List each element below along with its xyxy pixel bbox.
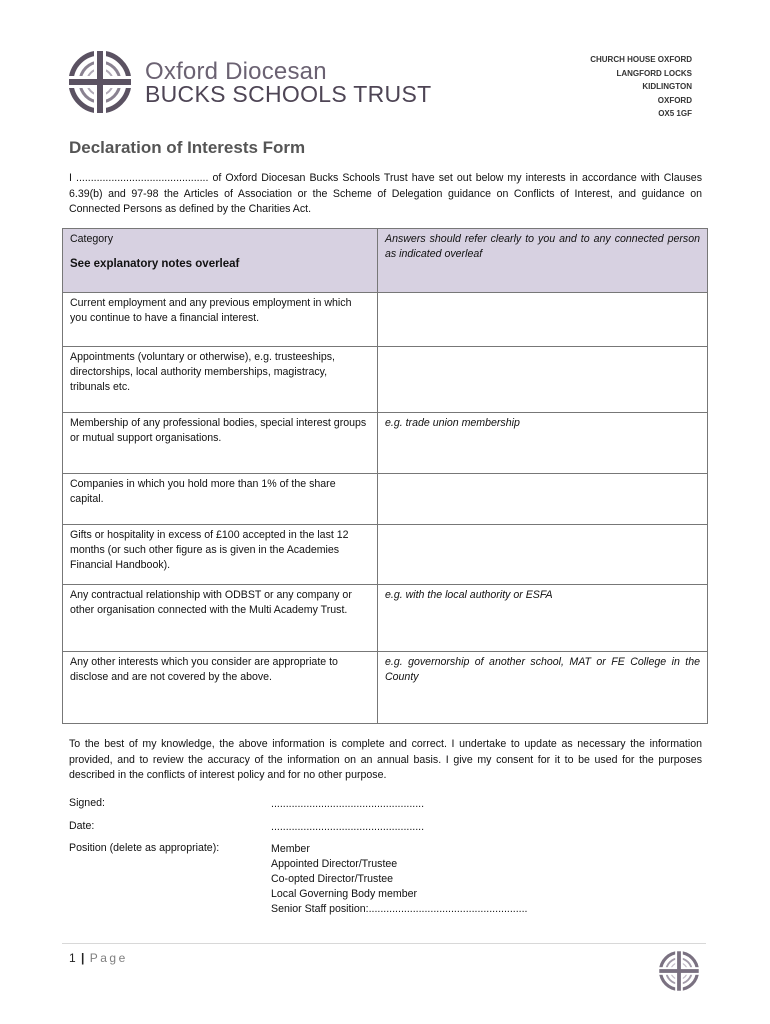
page-number-footer <box>69 951 128 965</box>
answer-cell[interactable] <box>378 293 708 347</box>
table-row <box>63 347 708 413</box>
answer-cell[interactable] <box>378 474 708 525</box>
table-header-row <box>63 229 708 293</box>
answer-cell[interactable] <box>378 525 708 585</box>
header-note: See explanatory notes overleaf <box>70 258 240 270</box>
page-word: Page <box>89 951 128 965</box>
position-option-senior-staff[interactable]: Senior Staff position:...................................................... <box>271 903 528 915</box>
page-title: Declaration of Interests Form <box>69 138 306 157</box>
table-row <box>63 652 708 724</box>
category-cell: Any contractual relationship with ODBST or any company or other organisation connected with the Multi Academy Trust. <box>63 585 378 652</box>
category-cell: Companies in which you hold more than 1% of the share capital. <box>63 474 378 525</box>
address-line: LANGFORD LOCKS <box>616 68 692 78</box>
date-label: Date: <box>69 820 95 832</box>
category-cell: Any other interests which you consider are appropriate to disclose and are not covered by the above. <box>63 652 378 724</box>
date-field[interactable]: .................................................... <box>271 821 425 833</box>
address-line: CHURCH HOUSE OXFORD <box>590 55 692 64</box>
table-row <box>63 525 708 585</box>
header-category: Category <box>70 233 113 245</box>
signed-field[interactable]: .................................................... <box>271 798 425 810</box>
footer-divider <box>62 943 706 944</box>
category-cell: Gifts or hospitality in excess of £100 accepted in the last 12 months (or such other figure as is given in the Academies Financial Handbook). <box>63 525 378 585</box>
category-cell: Current employment and any previous employment in which you continue to have a financial interest. <box>63 293 378 347</box>
position-option-member[interactable]: Member <box>271 843 310 855</box>
address-block <box>590 53 692 121</box>
address-line: OX5 1GF <box>658 109 692 118</box>
answer-cell[interactable] <box>378 347 708 413</box>
category-cell: Appointments (voluntary or otherwise), e.g. trusteeships, directorships, local authority memberships, magistracy, tribunals etc. <box>63 347 378 413</box>
table-row <box>63 585 708 652</box>
address-line: KIDLINGTON <box>642 82 692 91</box>
address-line: OXFORD <box>657 95 692 105</box>
confirmation-paragraph: To the best of my knowledge, the above information is complete and correct. I undertake to update as necessary the information provided, and to review the accuracy of the information on an annual basis. I give my consent for it to be used for the purposes described in the conflicts of interest policy and for no other purpose. <box>69 738 702 781</box>
position-option-lgb[interactable]: Local Governing Body member <box>271 888 418 900</box>
signed-label: Signed: <box>69 797 105 809</box>
footer-logo-icon <box>658 950 700 992</box>
page-separator: | <box>81 951 85 965</box>
position-options <box>271 842 528 917</box>
category-cell: Membership of any professional bodies, special interest groups or mutual support organisations. <box>63 413 378 474</box>
position-option-coopted[interactable]: Co-opted Director/Trustee <box>271 873 394 885</box>
header-answers: Answers should refer clearly to you and to any connected person as indicated overleaf <box>378 229 708 293</box>
trust-logo-icon <box>67 49 133 115</box>
table-row <box>63 474 708 525</box>
position-label: Position (delete as appropriate): <box>69 842 220 854</box>
header-category-cell <box>63 229 378 293</box>
table-row <box>63 293 708 347</box>
answer-cell[interactable]: e.g. trade union membership <box>378 413 708 474</box>
table-row <box>63 413 708 474</box>
interests-table <box>62 228 708 724</box>
org-name-line2: BUCKS SCHOOLS TRUST <box>145 81 432 107</box>
intro-paragraph: I ............................................. of Oxford Diocesan Bucks Schools Trust have set out below my interests in accordance with Clauses 6.39(b) and 97-98 the Articles of Association or the Scheme of Delegation guidance on Conflicts of Interest, and guidance on Connected Persons as defined by the Charities Act. <box>69 172 702 215</box>
answer-cell[interactable]: e.g. governorship of another school, MAT or FE College in the County <box>378 652 708 724</box>
answer-cell[interactable]: e.g. with the local authority or ESFA <box>378 585 708 652</box>
org-name-line1: Oxford Diocesan <box>145 58 327 85</box>
page-number: 1 <box>69 951 76 965</box>
position-option-appointed[interactable]: Appointed Director/Trustee <box>271 858 398 870</box>
